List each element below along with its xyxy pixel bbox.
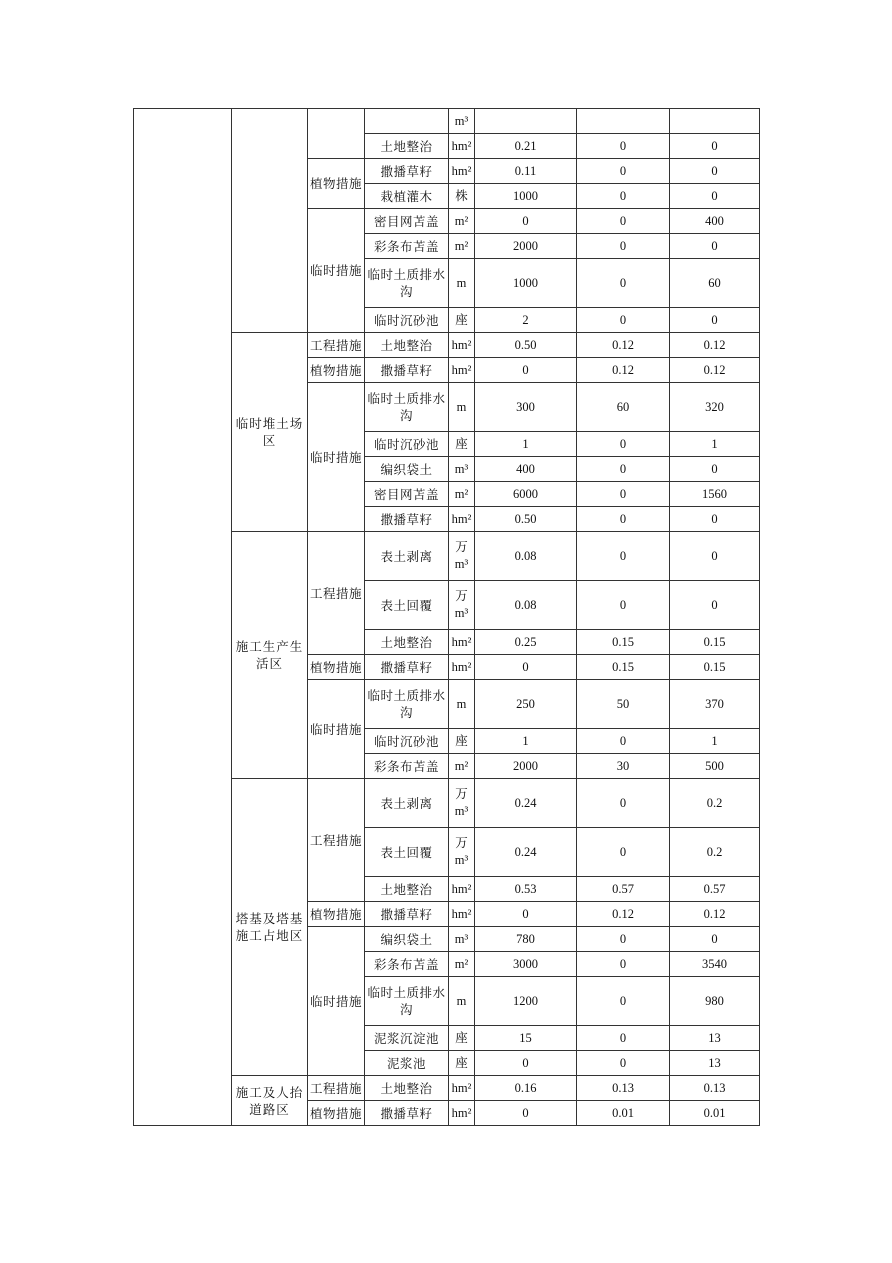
value-cell-1: 0.53 [475, 877, 577, 902]
value-cell-1: 0.08 [475, 532, 577, 581]
value-cell-2: 0 [577, 482, 670, 507]
measure-cell: 临时土质排水沟 [365, 680, 449, 729]
value-cell-1: 0.16 [475, 1076, 577, 1101]
value-cell-3: 370 [670, 680, 760, 729]
subtype-cell: 工程措施 [308, 333, 365, 358]
measure-cell [365, 109, 449, 134]
measure-cell: 撒播草籽 [365, 1101, 449, 1126]
subtype-cell: 工程措施 [308, 532, 365, 655]
value-cell-3: 0 [670, 234, 760, 259]
unit-cell: hm² [449, 159, 475, 184]
value-cell-2: 0 [577, 729, 670, 754]
value-cell-3: 0 [670, 134, 760, 159]
unit-cell: 万m³ [449, 581, 475, 630]
value-cell-2: 50 [577, 680, 670, 729]
unit-cell: m² [449, 754, 475, 779]
value-cell-1: 3000 [475, 952, 577, 977]
value-cell-2: 0 [577, 507, 670, 532]
value-cell-1: 250 [475, 680, 577, 729]
measure-cell: 彩条布苫盖 [365, 234, 449, 259]
value-cell-1 [475, 109, 577, 134]
value-cell-2: 0 [577, 1026, 670, 1051]
value-cell-2: 0.57 [577, 877, 670, 902]
unit-cell: m [449, 383, 475, 432]
measure-cell: 土地整治 [365, 630, 449, 655]
value-cell-3: 0 [670, 457, 760, 482]
unit-cell: m² [449, 234, 475, 259]
unit-cell: 株 [449, 184, 475, 209]
value-cell-2: 0 [577, 259, 670, 308]
unit-cell: 座 [449, 432, 475, 457]
measure-cell: 泥浆池 [365, 1051, 449, 1076]
value-cell-2: 0 [577, 184, 670, 209]
measure-cell: 彩条布苫盖 [365, 952, 449, 977]
value-cell-2: 0 [577, 209, 670, 234]
measure-cell: 临时沉砂池 [365, 729, 449, 754]
measure-cell: 撒播草籽 [365, 358, 449, 383]
subtype-cell: 临时措施 [308, 383, 365, 532]
value-cell-2: 0 [577, 952, 670, 977]
unit-cell: 座 [449, 729, 475, 754]
unit-cell: hm² [449, 333, 475, 358]
value-cell-3: 60 [670, 259, 760, 308]
unit-cell: 座 [449, 1051, 475, 1076]
value-cell-2: 0 [577, 927, 670, 952]
value-cell-3: 0 [670, 184, 760, 209]
unit-cell: hm² [449, 358, 475, 383]
value-cell-3: 980 [670, 977, 760, 1026]
measure-cell: 撒播草籽 [365, 902, 449, 927]
measures-table [133, 108, 760, 1126]
measure-cell: 临时土质排水沟 [365, 383, 449, 432]
value-cell-2: 0 [577, 977, 670, 1026]
subtype-cell: 工程措施 [308, 1076, 365, 1101]
subtype-cell [308, 109, 365, 159]
value-cell-1: 0 [475, 655, 577, 680]
unit-cell: m³ [449, 109, 475, 134]
measure-cell: 土地整治 [365, 333, 449, 358]
value-cell-1: 300 [475, 383, 577, 432]
measure-cell: 编织袋土 [365, 457, 449, 482]
unit-cell: m³ [449, 457, 475, 482]
value-cell-2: 0 [577, 432, 670, 457]
value-cell-2: 0.15 [577, 655, 670, 680]
unit-cell: hm² [449, 507, 475, 532]
measure-cell: 撒播草籽 [365, 507, 449, 532]
value-cell-3: 0.13 [670, 1076, 760, 1101]
value-cell-1: 0.50 [475, 507, 577, 532]
area-cell: 施工生产生活区 [232, 532, 308, 779]
value-cell-2: 0.15 [577, 630, 670, 655]
measure-cell: 临时沉砂池 [365, 308, 449, 333]
unit-cell: m² [449, 952, 475, 977]
value-cell-2: 60 [577, 383, 670, 432]
measure-cell: 撒播草籽 [365, 655, 449, 680]
value-cell-2: 0 [577, 234, 670, 259]
value-cell-1: 15 [475, 1026, 577, 1051]
value-cell-1: 0.25 [475, 630, 577, 655]
subtype-cell: 植物措施 [308, 902, 365, 927]
value-cell-3: 0 [670, 507, 760, 532]
measure-cell: 土地整治 [365, 134, 449, 159]
value-cell-2: 0.12 [577, 358, 670, 383]
value-cell-2: 0 [577, 308, 670, 333]
value-cell-3: 0.12 [670, 902, 760, 927]
measure-cell: 临时土质排水沟 [365, 259, 449, 308]
project-column-cell [134, 109, 232, 1126]
measure-cell: 彩条布苫盖 [365, 754, 449, 779]
measure-cell: 泥浆沉淀池 [365, 1026, 449, 1051]
unit-cell: hm² [449, 134, 475, 159]
area-cell: 临时堆土场区 [232, 333, 308, 532]
subtype-cell: 临时措施 [308, 209, 365, 333]
value-cell-3: 1 [670, 729, 760, 754]
value-cell-3: 320 [670, 383, 760, 432]
value-cell-1: 400 [475, 457, 577, 482]
measure-cell: 栽植灌木 [365, 184, 449, 209]
value-cell-1: 0.50 [475, 333, 577, 358]
value-cell-1: 0.11 [475, 159, 577, 184]
unit-cell: m² [449, 482, 475, 507]
value-cell-2: 0 [577, 134, 670, 159]
value-cell-1: 0 [475, 1101, 577, 1126]
value-cell-1: 1000 [475, 184, 577, 209]
value-cell-3 [670, 109, 760, 134]
value-cell-1: 2000 [475, 234, 577, 259]
value-cell-2: 0 [577, 532, 670, 581]
value-cell-1: 780 [475, 927, 577, 952]
value-cell-2: 0 [577, 159, 670, 184]
value-cell-1: 0.24 [475, 779, 577, 828]
value-cell-2: 0 [577, 581, 670, 630]
value-cell-3: 1 [670, 432, 760, 457]
value-cell-1: 0 [475, 902, 577, 927]
unit-cell: hm² [449, 902, 475, 927]
value-cell-1: 1000 [475, 259, 577, 308]
subtype-cell: 植物措施 [308, 159, 365, 209]
value-cell-2: 0 [577, 779, 670, 828]
table-row [134, 109, 760, 134]
unit-cell: hm² [449, 655, 475, 680]
value-cell-3: 0 [670, 159, 760, 184]
value-cell-2: 0.12 [577, 333, 670, 358]
measure-cell: 编织袋土 [365, 927, 449, 952]
value-cell-3: 13 [670, 1026, 760, 1051]
value-cell-2: 30 [577, 754, 670, 779]
subtype-cell: 工程措施 [308, 779, 365, 902]
value-cell-3: 0.57 [670, 877, 760, 902]
value-cell-3: 1560 [670, 482, 760, 507]
value-cell-2: 0.12 [577, 902, 670, 927]
measure-cell: 临时土质排水沟 [365, 977, 449, 1026]
value-cell-3: 0.12 [670, 333, 760, 358]
value-cell-1: 1 [475, 729, 577, 754]
value-cell-3: 0.15 [670, 655, 760, 680]
unit-cell: 万m³ [449, 828, 475, 877]
value-cell-3: 400 [670, 209, 760, 234]
value-cell-2: 0.01 [577, 1101, 670, 1126]
unit-cell: hm² [449, 1076, 475, 1101]
unit-cell: 座 [449, 1026, 475, 1051]
unit-cell: 座 [449, 308, 475, 333]
unit-cell: m [449, 259, 475, 308]
measure-cell: 表土剥离 [365, 532, 449, 581]
unit-cell: m² [449, 209, 475, 234]
measure-cell: 表土回覆 [365, 581, 449, 630]
value-cell-1: 0.08 [475, 581, 577, 630]
value-cell-3: 0.01 [670, 1101, 760, 1126]
unit-cell: m [449, 977, 475, 1026]
value-cell-3: 0 [670, 532, 760, 581]
subtype-cell: 植物措施 [308, 358, 365, 383]
value-cell-3: 0 [670, 308, 760, 333]
area-cell [232, 109, 308, 333]
value-cell-3: 13 [670, 1051, 760, 1076]
value-cell-3: 3540 [670, 952, 760, 977]
subtype-cell: 植物措施 [308, 655, 365, 680]
value-cell-1: 2 [475, 308, 577, 333]
value-cell-1: 0.24 [475, 828, 577, 877]
value-cell-1: 0 [475, 1051, 577, 1076]
unit-cell: 万m³ [449, 779, 475, 828]
area-cell: 塔基及塔基施工占地区 [232, 779, 308, 1076]
measure-cell: 土地整治 [365, 877, 449, 902]
subtype-cell: 临时措施 [308, 680, 365, 779]
value-cell-2: 0 [577, 828, 670, 877]
value-cell-3: 0.15 [670, 630, 760, 655]
value-cell-3: 0 [670, 581, 760, 630]
value-cell-3: 0.2 [670, 779, 760, 828]
value-cell-2: 0.13 [577, 1076, 670, 1101]
value-cell-1: 0 [475, 209, 577, 234]
value-cell-3: 0.12 [670, 358, 760, 383]
value-cell-1: 1 [475, 432, 577, 457]
value-cell-2: 0 [577, 1051, 670, 1076]
subtype-cell: 临时措施 [308, 927, 365, 1076]
value-cell-3: 0.2 [670, 828, 760, 877]
unit-cell: 万m³ [449, 532, 475, 581]
value-cell-1: 0.21 [475, 134, 577, 159]
unit-cell: hm² [449, 1101, 475, 1126]
unit-cell: m [449, 680, 475, 729]
measure-cell: 土地整治 [365, 1076, 449, 1101]
subtype-cell: 植物措施 [308, 1101, 365, 1126]
value-cell-2: 0 [577, 457, 670, 482]
measure-cell: 临时沉砂池 [365, 432, 449, 457]
area-cell: 施工及人抬道路区 [232, 1076, 308, 1126]
value-cell-1: 0 [475, 358, 577, 383]
unit-cell: hm² [449, 877, 475, 902]
value-cell-1: 2000 [475, 754, 577, 779]
value-cell-1: 1200 [475, 977, 577, 1026]
value-cell-3: 0 [670, 927, 760, 952]
measure-cell: 密目网苫盖 [365, 482, 449, 507]
value-cell-3: 500 [670, 754, 760, 779]
measure-cell: 表土回覆 [365, 828, 449, 877]
unit-cell: hm² [449, 630, 475, 655]
measure-cell: 表土剥离 [365, 779, 449, 828]
value-cell-2 [577, 109, 670, 134]
measure-cell: 密目网苫盖 [365, 209, 449, 234]
unit-cell: m³ [449, 927, 475, 952]
value-cell-1: 6000 [475, 482, 577, 507]
measure-cell: 撒播草籽 [365, 159, 449, 184]
